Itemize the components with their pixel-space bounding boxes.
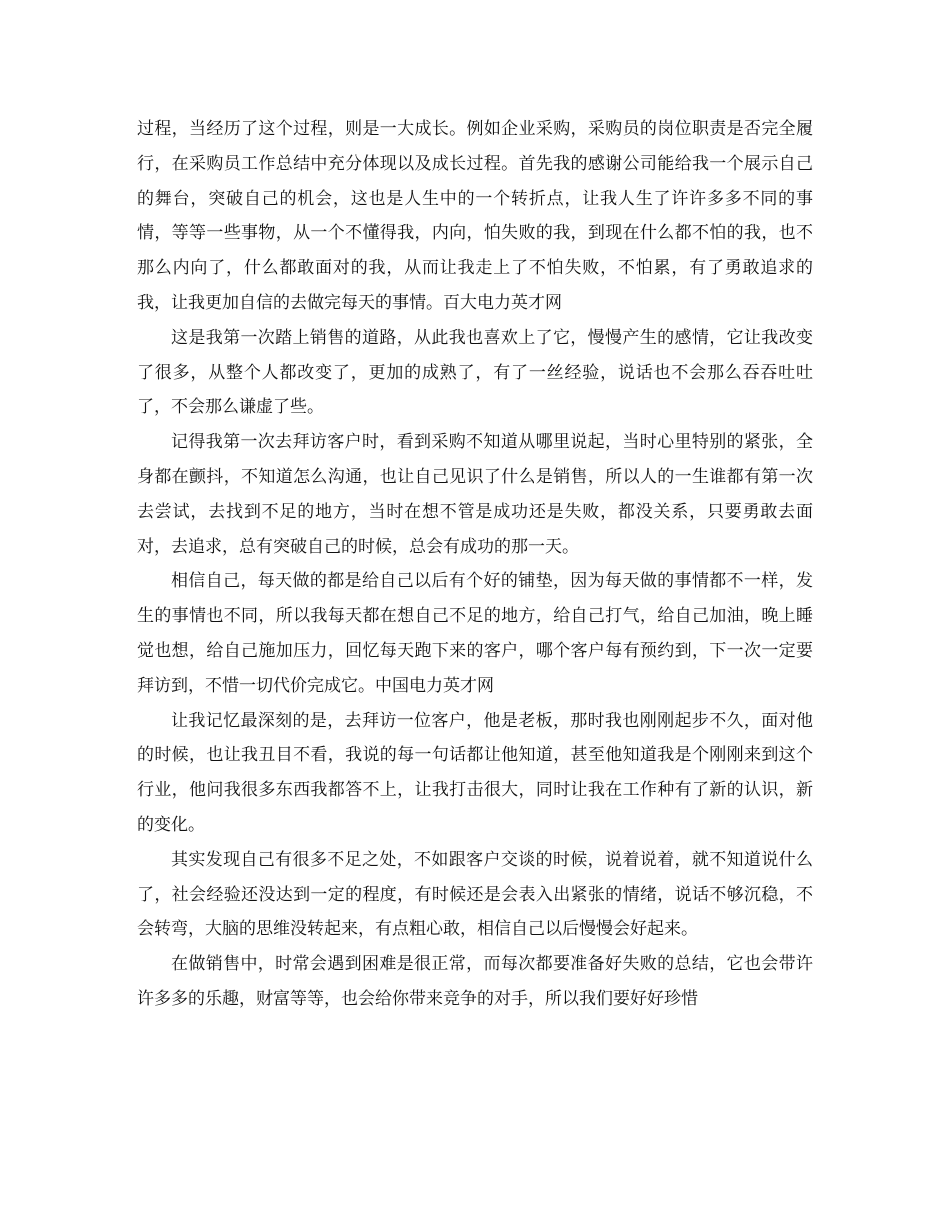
paragraph-6: 其实发现自己有很多不足之处，不如跟客户交谈的时候，说着说着，就不知道说什么了，社会经验还没达到一定的程度，有时候还是会表入出紧张的情绪，说话不够沉稳，不会转弯，大脑的思维没转起来，有点粗心敢，相信自己以后慢慢会好起来。 [137, 849, 813, 940]
paragraph-4: 相信自己，每天做的都是给自己以后有个好的铺垫，因为每天做的事情都不一样，发生的事情也不同，所以我每天都在想自己不足的地方，给自己打气，给自己加油，晚上睡觉也想，给自己施加压力，回忆每天跑下来的客户，哪个客户每有预约到，下一次一定要拜访到，不惜一切代价完成它。中国电力英才网 [137, 571, 813, 696]
paragraph-7: 在做销售中，时常会遇到困难是很正常，而每次都要准备好失败的总结，它也会带许许多多的乐趣，财富等等，也会给你带来竞争的对手，所以我们要好好珍惜 [137, 954, 813, 1009]
paragraph-1: 过程，当经历了这个过程，则是一大成长。例如企业采购，采购员的岗位职责是否完全履行，在采购员工作总结中充分体现以及成长过程。首先我的感谢公司能给我一个展示自己的舞台，突破自己的机会，这也是人生中的一个转折点，让我人生了许许多多不同的事情，等等一些事物，从一个不懂得我，内向，怕失败的我，到现在什么都不怕的我，也不那么内向了，什么都敢面对的我，从而让我走上了不怕失败，不怕累，有了勇敢追求的我，让我更加自信的去做完每天的事情。百大电力英才网 [137, 119, 813, 313]
paragraph-3: 记得我第一次去拜访客户时，看到采购不知道从哪里说起，当时心里特别的紧张，全身都在颤抖，不知道怎么沟通，也让自己见识了什么是销售，所以人的一生谁都有第一次去尝试，去找到不足的地方，当时在想不管是成功还是失败，都没关系，只要勇敢去面对，去追求，总有突破自己的时候，总会有成功的那一天。 [137, 432, 813, 557]
document-body [137, 112, 813, 1017]
paragraph-2: 这是我第一次踏上销售的道路，从此我也喜欢上了它，慢慢产生的感情，它让我改变了很多，从整个人都改变了，更加的成熟了，有了一丝经验，说话也不会那么吞吞吐吐了，不会那么谦虚了些。 [137, 327, 813, 418]
paragraph-5: 让我记忆最深刻的是，去拜访一位客户，他是老板，那时我也刚刚起步不久，面对他的时候，也让我丑目不看，我说的每一句话都让他知道，甚至他知道我是个刚刚来到这个行业，他问我很多东西我都答不上，让我打击很大，同时让我在工作种有了新的认识，新的变化。 [137, 710, 813, 835]
